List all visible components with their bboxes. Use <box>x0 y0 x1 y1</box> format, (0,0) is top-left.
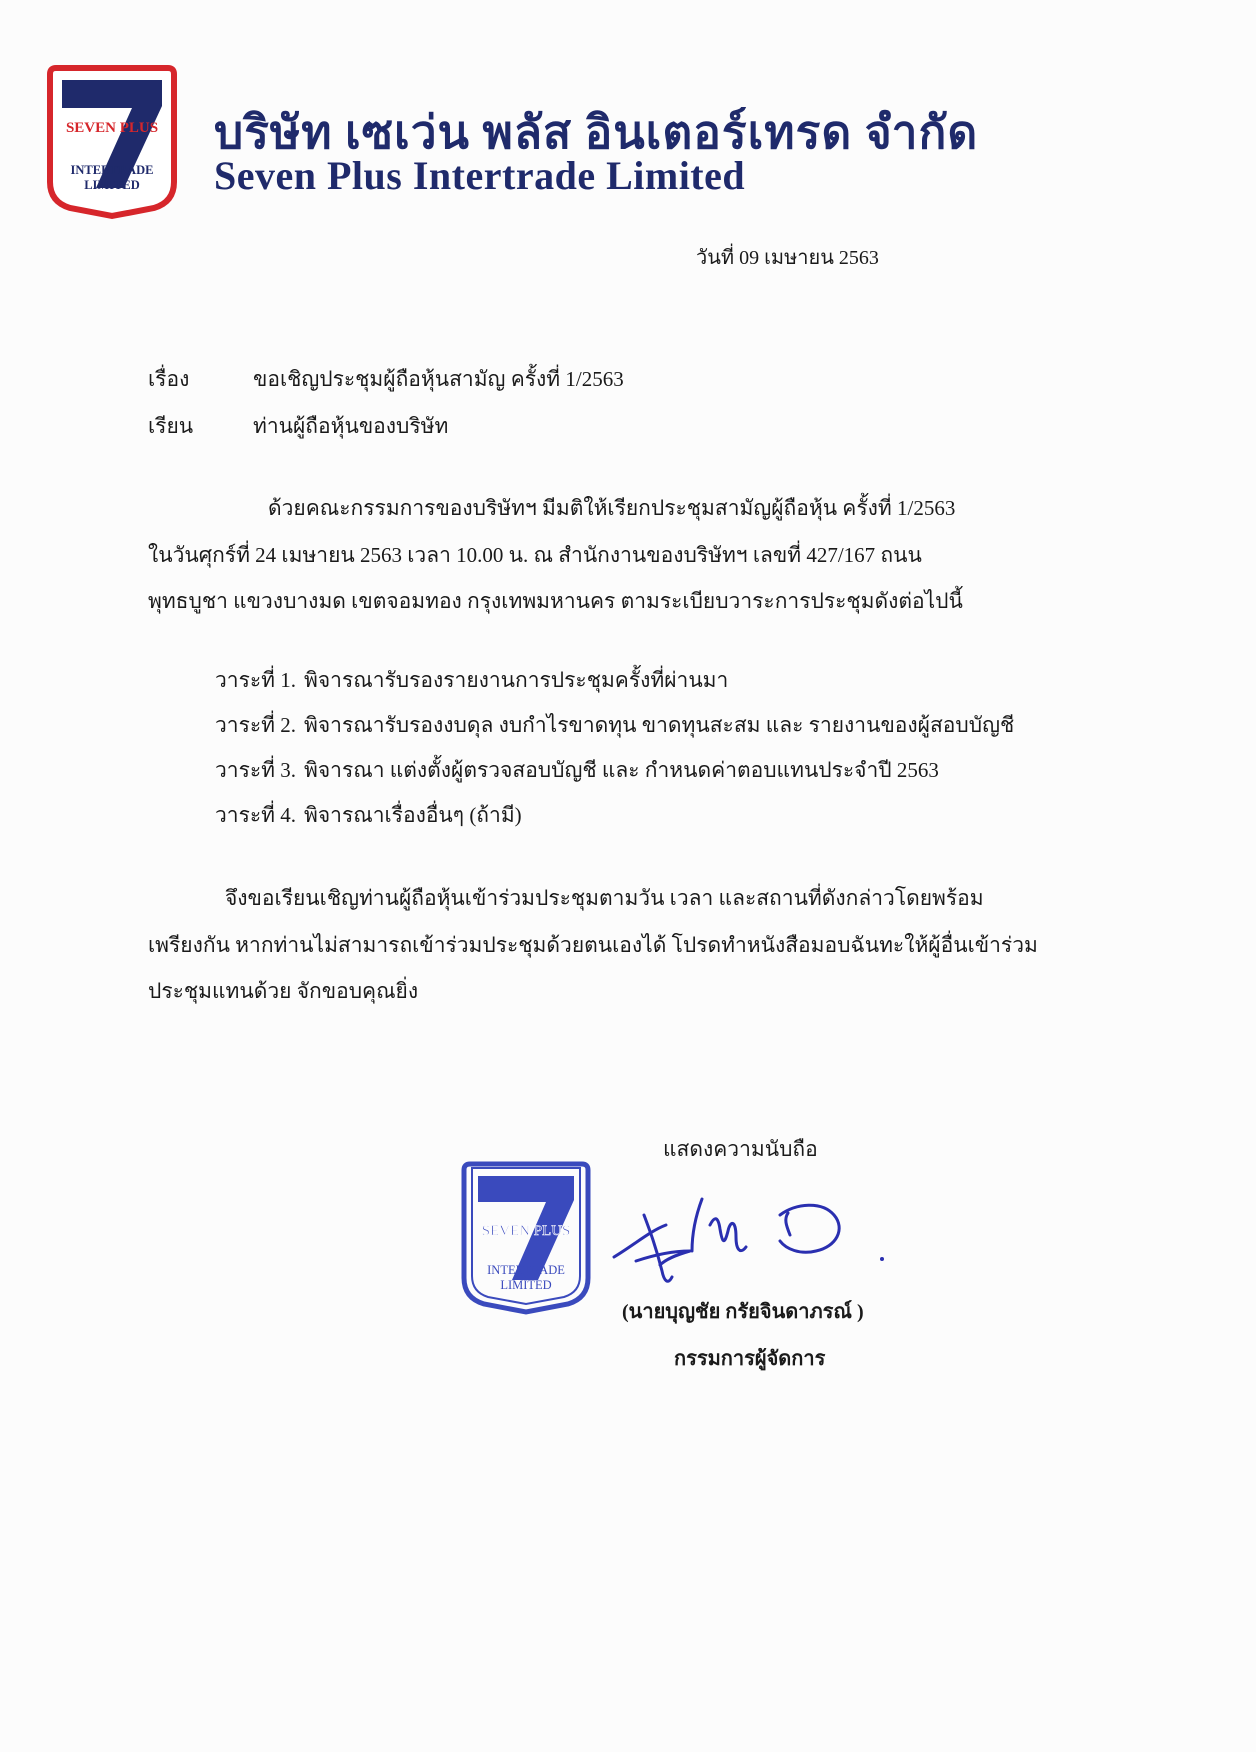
agenda-item <box>215 799 522 832</box>
agenda-item <box>215 664 728 697</box>
company-name-thai: บริษัท เซเว่น พลัส อินเตอร์เทรด จำกัด <box>214 107 979 158</box>
agenda-number: วาระที่ 4. <box>215 803 296 827</box>
letter-date: วันที่ 09 เมษายน 2563 <box>696 247 879 269</box>
paragraph1-line: พุทธบูชา แขวงบางมด เขตจอมทอง กรุงเทพมหานคร ตามระเบียบวาระการประชุมดังต่อไปนี้ <box>148 589 963 613</box>
agenda-item <box>215 754 939 787</box>
paragraph2-line: จึงขอเรียนเชิญท่านผู้ถือหุ้นเข้าร่วมประชุมตามวัน เวลา และสถานที่ดังกล่าวโดยพร้อม <box>225 886 984 910</box>
closing-salutation: แสดงความนับถือ <box>663 1137 818 1161</box>
recipient-value: ท่านผู้ถือหุ้นของบริษัท <box>253 414 449 438</box>
paragraph2-line: เพรียงกัน หากท่านไม่สามารถเข้าร่วมประชุมด้วยตนเองได้ โปรดทำหนังสือมอบฉันทะให้ผู้อื่นเข้าร่วม <box>148 933 1038 957</box>
agenda-number: วาระที่ 1. <box>215 668 296 692</box>
signature-mark <box>610 1185 910 1290</box>
agenda-text: พิจารณารับรองงบดุล งบกำไรขาดทุน ขาดทุนสะสม และ รายงานของผู้สอบบัญชี <box>304 713 1015 737</box>
logo-line1: SEVEN PLUS <box>65 120 159 136</box>
stamp-line1: SEVEN PLUS <box>481 1223 571 1239</box>
agenda-text: พิจารณาเรื่องอื่นๆ (ถ้ามี) <box>304 803 522 827</box>
agenda-text: พิจารณารับรองรายงานการประชุมครั้งที่ผ่านมา <box>304 668 729 692</box>
agenda-item <box>215 709 1014 742</box>
company-logo <box>46 62 178 220</box>
signer-name: (นายบุญชัย กรัยจินดาภรณ์ ) <box>622 1301 864 1323</box>
agenda-number: วาระที่ 3. <box>215 758 296 782</box>
agenda-number: วาระที่ 2. <box>215 713 296 737</box>
company-stamp <box>460 1158 592 1316</box>
signer-title: กรรมการผู้จัดการ <box>674 1348 826 1370</box>
stamp-line3: LIMITED <box>500 1278 552 1292</box>
recipient-row <box>148 410 448 443</box>
paragraph1-line: ในวันศุกร์ที่ 24 เมษายน 2563 เวลา 10.00 น. ณ สำนักงานของบริษัทฯ เลขที่ 427/167 ถนน <box>148 543 922 567</box>
subject-label: เรื่อง <box>148 367 190 391</box>
logo-line2: INTERTRADE <box>70 163 154 177</box>
subject-value: ขอเชิญประชุมผู้ถือหุ้นสามัญ ครั้งที่ 1/2563 <box>253 367 624 391</box>
subject-row <box>148 363 624 396</box>
company-name-english: Seven Plus Intertrade Limited <box>214 153 746 198</box>
stamp-line2: INTERTRADE <box>487 1263 565 1277</box>
paragraph2-line: ประชุมแทนด้วย จักขอบคุณยิ่ง <box>148 979 419 1003</box>
logo-line3: LIMITED <box>84 178 140 192</box>
paragraph1-line: ด้วยคณะกรรมการของบริษัทฯ มีมติให้เรียกประชุมสามัญผู้ถือหุ้น ครั้งที่ 1/2563 <box>268 496 956 520</box>
agenda-text: พิจารณา แต่งตั้งผู้ตรวจสอบบัญชี และ กำหนดค่าตอบแทนประจำปี 2563 <box>304 758 939 782</box>
recipient-label: เรียน <box>148 414 194 438</box>
